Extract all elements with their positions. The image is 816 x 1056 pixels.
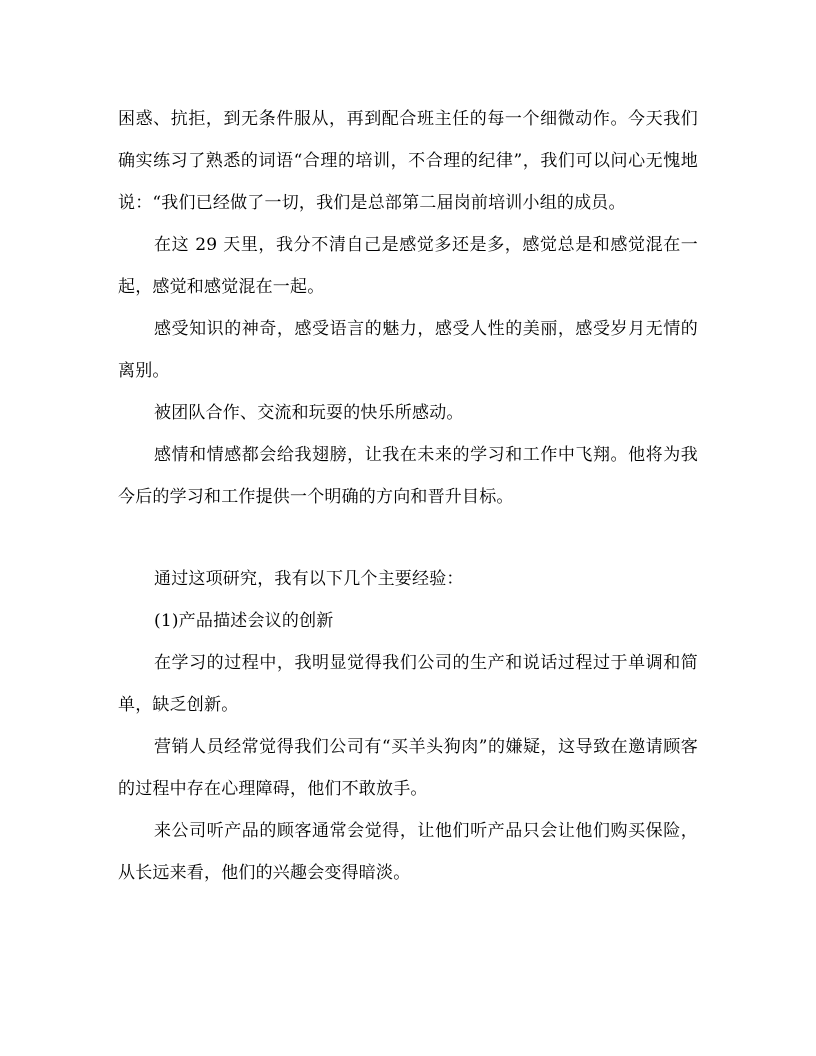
document-body: [118, 98, 698, 894]
paragraph-wings: 感情和情感都会给我翅膀，让我在未来的学习和工作中飞翔。他将为我今后的学习和工作提供一个明确的方向和晋升目标。: [118, 445, 698, 507]
paragraph-marketing: 营销人员经常觉得我们公司有“买羊头狗肉”的嫌疑，这导致在邀请顾客的过程中存在心理障碍，他们不敢放手。: [118, 737, 698, 799]
section-heading-innovation: (1)产品描述会议的创新: [154, 611, 334, 631]
paragraph-customers: 来公司听产品的顾客通常会觉得，让他们听产品只会让他们购买保险，从长远来看，他们的兴趣会变得暗淡。: [118, 821, 698, 883]
paragraph-continuation: 困惑、抗拒，到无条件服从，再到配合班主任的每一个细微动作。今天我们确实练习了熟悉的词语“合理的培训，不合理的纪律”，我们可以问心无愧地说：“我们已经做了一切，我们是总部第二届岗前培训小组的成员。: [118, 109, 698, 213]
paragraph-teamwork: 被团队合作、交流和玩耍的快乐所感动。: [154, 403, 464, 423]
paragraph-feelings: 感受知识的神奇，感受语言的魅力，感受人性的美丽，感受岁月无情的离别。: [118, 319, 698, 381]
paragraph-monotonous: 在学习的过程中，我明显觉得我们公司的生产和说话过程过于单调和简单，缺乏创新。: [118, 653, 698, 715]
paragraph-experience-intro: 通过这项研究，我有以下几个主要经验：: [154, 569, 464, 589]
paragraph-29-days: 在这 29 天里，我分不清自己是感觉多还是多，感觉总是和感觉混在一起，感觉和感觉混在一起。: [118, 235, 698, 297]
paragraph-gap: [118, 518, 698, 558]
